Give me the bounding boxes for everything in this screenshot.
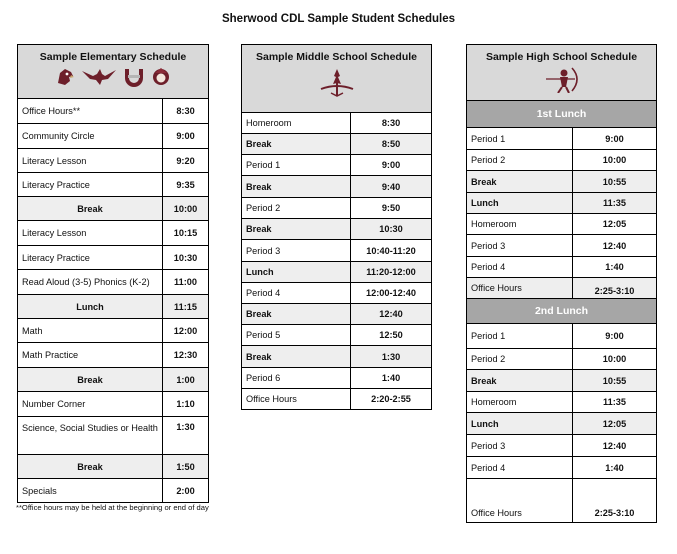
hs2-activity-3: Break	[467, 370, 573, 392]
hs2-time-2: 10:00	[573, 349, 657, 370]
mid-activity-2: Break	[242, 134, 351, 155]
hs1-activity-8: Office Hours	[467, 278, 573, 299]
hs1-activity-6: Period 3	[467, 235, 573, 257]
elementary-schedule-table	[17, 44, 209, 503]
hs2-time-4: 11:35	[573, 392, 657, 413]
elem-time-8: 11:00	[163, 270, 209, 295]
elem-activity-10: Math	[18, 319, 163, 343]
elem-time-1: 8:30	[163, 99, 209, 124]
hs1-time-3: 10:55	[573, 171, 657, 193]
high-schedule-header	[467, 45, 657, 101]
elem-time-15: 1:50	[163, 455, 209, 479]
middle-schedule-table	[241, 44, 432, 410]
warrior-head-icon	[151, 67, 171, 87]
hs1-time-1: 9:00	[573, 128, 657, 150]
hs2-time-1: 9:00	[573, 324, 657, 349]
mid-time-4: 9:40	[351, 176, 432, 198]
elem-activity-9: Lunch	[18, 295, 163, 319]
first-lunch-header: 1st Lunch	[467, 101, 657, 128]
mid-activity-12: Break	[242, 346, 351, 368]
elem-time-11: 12:30	[163, 343, 209, 368]
elem-activity-4: Literacy Practice	[18, 173, 163, 197]
high-schedule-title: Sample High School Schedule	[485, 51, 638, 63]
hs1-activity-1: Period 1	[467, 128, 573, 150]
mid-activity-5: Period 2	[242, 198, 351, 219]
elem-time-12: 1:00	[163, 368, 209, 392]
hs1-time-6: 12:40	[573, 235, 657, 257]
mid-activity-8: Lunch	[242, 262, 351, 283]
mid-time-14: 2:20-2:55	[351, 389, 432, 410]
elem-time-13: 1:10	[163, 392, 209, 417]
hs2-activity-1: Period 1	[467, 324, 573, 349]
hs2-time-8: 2:25-3:10	[573, 479, 657, 523]
elem-activity-16: Specials	[18, 479, 163, 503]
hs1-activity-2: Period 2	[467, 150, 573, 171]
mid-time-6: 10:30	[351, 219, 432, 240]
mid-time-7: 10:40-11:20	[351, 240, 432, 262]
mascot-icons	[22, 67, 204, 87]
second-lunch-header: 2nd Lunch	[467, 299, 657, 324]
mid-activity-3: Period 1	[242, 155, 351, 176]
hs2-activity-4: Homeroom	[467, 392, 573, 413]
hs1-activity-7: Period 4	[467, 257, 573, 278]
elem-time-5: 10:00	[163, 197, 209, 221]
mid-activity-4: Break	[242, 176, 351, 198]
hs2-time-5: 12:05	[573, 413, 657, 435]
mid-activity-14: Office Hours	[242, 389, 351, 410]
mid-activity-1: Homeroom	[242, 113, 351, 134]
elem-time-3: 9:20	[163, 149, 209, 173]
hs2-activity-2: Period 2	[467, 349, 573, 370]
elem-time-6: 10:15	[163, 221, 209, 246]
hs2-time-3: 10:55	[573, 370, 657, 392]
elem-time-7: 10:30	[163, 246, 209, 270]
mid-time-13: 1:40	[351, 368, 432, 389]
hs2-time-6: 12:40	[573, 435, 657, 457]
archer-icon	[542, 67, 582, 93]
feather-emblem-icon	[319, 67, 355, 97]
elem-activity-15: Break	[18, 455, 163, 479]
elem-time-14: 1:30	[163, 417, 209, 455]
elem-time-4: 9:35	[163, 173, 209, 197]
elem-activity-5: Break	[18, 197, 163, 221]
mid-time-2: 8:50	[351, 134, 432, 155]
hs2-activity-7: Period 4	[467, 457, 573, 479]
mid-activity-11: Period 5	[242, 325, 351, 346]
hs1-time-4: 11:35	[573, 193, 657, 214]
elem-activity-14: Science, Social Studies or Health	[18, 417, 163, 455]
mid-time-9: 12:00-12:40	[351, 283, 432, 304]
elementary-schedule-header	[18, 45, 209, 99]
elem-activity-12: Break	[18, 368, 163, 392]
horseshoe-icon	[123, 67, 145, 87]
elem-activity-3: Literacy Lesson	[18, 149, 163, 173]
mid-activity-9: Period 4	[242, 283, 351, 304]
elem-activity-6: Literacy Lesson	[18, 221, 163, 246]
hs1-activity-4: Lunch	[467, 193, 573, 214]
mascot-icons	[471, 67, 652, 93]
hs1-time-2: 10:00	[573, 150, 657, 171]
elem-activity-2: Community Circle	[18, 124, 163, 149]
mid-activity-13: Period 6	[242, 368, 351, 389]
elementary-schedule-title: Sample Elementary Schedule	[39, 51, 187, 63]
mid-activity-6: Break	[242, 219, 351, 240]
mid-time-3: 9:00	[351, 155, 432, 176]
mid-time-11: 12:50	[351, 325, 432, 346]
mid-time-12: 1:30	[351, 346, 432, 368]
elem-activity-8: Read Aloud (3-5) Phonics (K-2)	[18, 270, 163, 295]
mid-time-1: 8:30	[351, 113, 432, 134]
hawk-head-icon	[55, 67, 75, 87]
elem-time-9: 11:15	[163, 295, 209, 319]
hs1-activity-5: Homeroom	[467, 214, 573, 235]
mid-activity-7: Period 3	[242, 240, 351, 262]
page-title: Sherwood CDL Sample Student Schedules	[221, 13, 456, 25]
elem-activity-7: Literacy Practice	[18, 246, 163, 270]
mid-time-10: 12:40	[351, 304, 432, 325]
hs2-activity-5: Lunch	[467, 413, 573, 435]
middle-schedule-title: Sample Middle School Schedule	[255, 51, 418, 63]
mascot-icons	[246, 67, 427, 97]
elem-time-2: 9:00	[163, 124, 209, 149]
elem-time-10: 12:00	[163, 319, 209, 343]
middle-schedule-header	[242, 45, 432, 113]
hs1-time-7: 1:40	[573, 257, 657, 278]
hs2-activity-8: Office Hours	[467, 479, 573, 523]
elementary-footnote: **Office hours may be held at the beginning or end of day	[16, 503, 209, 512]
mid-time-8: 11:20-12:00	[351, 262, 432, 283]
hs2-time-7: 1:40	[573, 457, 657, 479]
mid-activity-10: Break	[242, 304, 351, 325]
hs2-activity-6: Period 3	[467, 435, 573, 457]
high-schedule-table	[466, 44, 657, 523]
eagle-icon	[81, 68, 117, 86]
hs1-time-8: 2:25-3:10	[573, 278, 657, 299]
elem-activity-13: Number Corner	[18, 392, 163, 417]
elem-time-16: 2:00	[163, 479, 209, 503]
hs1-activity-3: Break	[467, 171, 573, 193]
mid-time-5: 9:50	[351, 198, 432, 219]
elem-activity-11: Math Practice	[18, 343, 163, 368]
elem-activity-1: Office Hours**	[18, 99, 163, 124]
hs1-time-5: 12:05	[573, 214, 657, 235]
